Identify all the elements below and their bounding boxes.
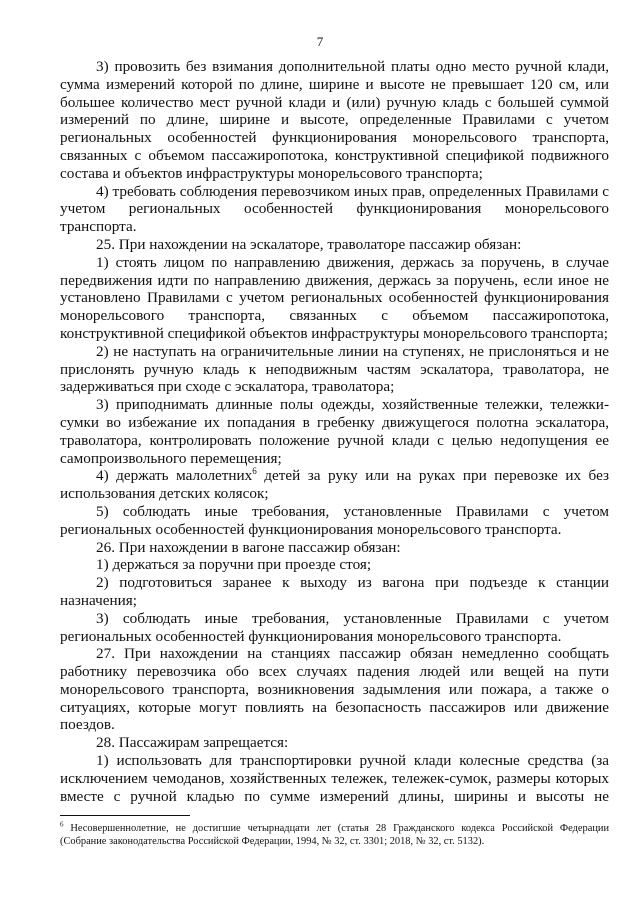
- paragraph-24-3: 3) провозить без взимания дополнительной платы одно место ручной клади, сумма измерений которой по длине, ширине и высоте не превышает 120 см, или большее количество мест ручной клади и (или) ручную кладь с большей суммой измерений по длине, ширине и высоте, определенные Правилами с учетом региональных особенностей функционирования монорельсового транспорта, связанных с объемом пассажиропотока, конструктивной спецификой подвижного состава и объектов инфраструктуры монорельсового транспорта;: [60, 58, 609, 182]
- footnote: [60, 822, 609, 848]
- page-number: 7: [316, 34, 324, 49]
- paragraph-26-heading: 26. При нахождении в вагоне пассажир обязан:: [96, 538, 401, 556]
- paragraph-25-1: 1) стоять лицом по направлению движения, держась за поручень, в случае передвижения идти по направлению движения, держась за поручень, если иное не установлено Правилами с учетом региональных особенностей функционирования монорельсового транспорта, связанных с объемом пассажиропотока, конструктивной спецификой объектов инфраструктуры монорельсового транспорта;: [60, 253, 609, 342]
- footnote-marker: 6: [60, 820, 64, 829]
- footnote-reference: 6: [252, 466, 257, 477]
- paragraph-28-heading: 28. Пассажирам запрещается:: [96, 734, 289, 752]
- paragraph-26-1: 1) держаться за поручни при проезде стоя;: [96, 556, 372, 574]
- paragraph-25-2: 2) не наступать на ограничительные линии на ступенях, не прислоняться и не прислонять ручную кладь к неподвижным частям эскалатора, траволатора, не задерживаться при сходе с эскалатора, траволатора;: [60, 342, 609, 396]
- footnote-separator: [60, 815, 190, 816]
- paragraph-27: 27. При нахождении на станциях пассажир обязан немедленно сообщать работнику перевозчика обо всех случаях падения людей или вещей на пути монорельсового транспорта, возникновения задымления или пожара, а также о ситуациях, которые могут повлиять на безопасность пассажиров или движение поездов.: [60, 645, 609, 734]
- paragraph-25-4-text-start: 4) держать малолетних: [96, 467, 253, 485]
- body-text: [60, 58, 609, 805]
- paragraph-25-4: [60, 467, 609, 503]
- paragraph-24-4: 4) требовать соблюдения перевозчиком иных прав, определенных Правилами с учетом региональных особенностей функционирования монорельсового транспорта.: [60, 182, 609, 236]
- paragraph-28-1: 1) использовать для транспортировки ручной клади колесные средства (за исключением чемоданов, хозяйственных тележек, тележек-сумок, размеры которых вместе с ручной кладью по сумме измерений длины, ширины и высоты не: [60, 752, 609, 805]
- paragraph-25-3: 3) приподнимать длинные полы одежды, хозяйственные тележки, тележки-сумки во избежание их попадания в гребенку движущегося полотна эскалатора, траволатора, контролировать положение ручной клади с целью недопущения ее самопроизвольного перемещения;: [60, 396, 609, 467]
- paragraph-26-2: 2) подготовиться заранее к выходу из вагона при подъезде к станции назначения;: [60, 574, 609, 609]
- paragraph-26-3: 3) соблюдать иные требования, установленные Правилами с учетом региональных особенностей функционирования монорельсового транспорта.: [60, 609, 609, 645]
- paragraph-25-4-text-end: детей за руку или на руках при перевозке их без использования детских колясок;: [60, 467, 610, 503]
- paragraph-25-5: 5) соблюдать иные требования, установленные Правилами с учетом региональных особенностей функционирования монорельсового транспорта.: [60, 502, 609, 538]
- paragraph-25-heading: 25. При нахождении на эскалаторе, траволаторе пассажир обязан:: [96, 235, 522, 253]
- footnote-text: Несовершеннолетние, не достигшие четырнадцати лет (статья 28 Гражданского кодекса Российской Федерации (Собрание законодательства Российской Федерации, 1994, № 32, ст. 3301; 2018, № 32, ст. 5132).: [60, 823, 609, 847]
